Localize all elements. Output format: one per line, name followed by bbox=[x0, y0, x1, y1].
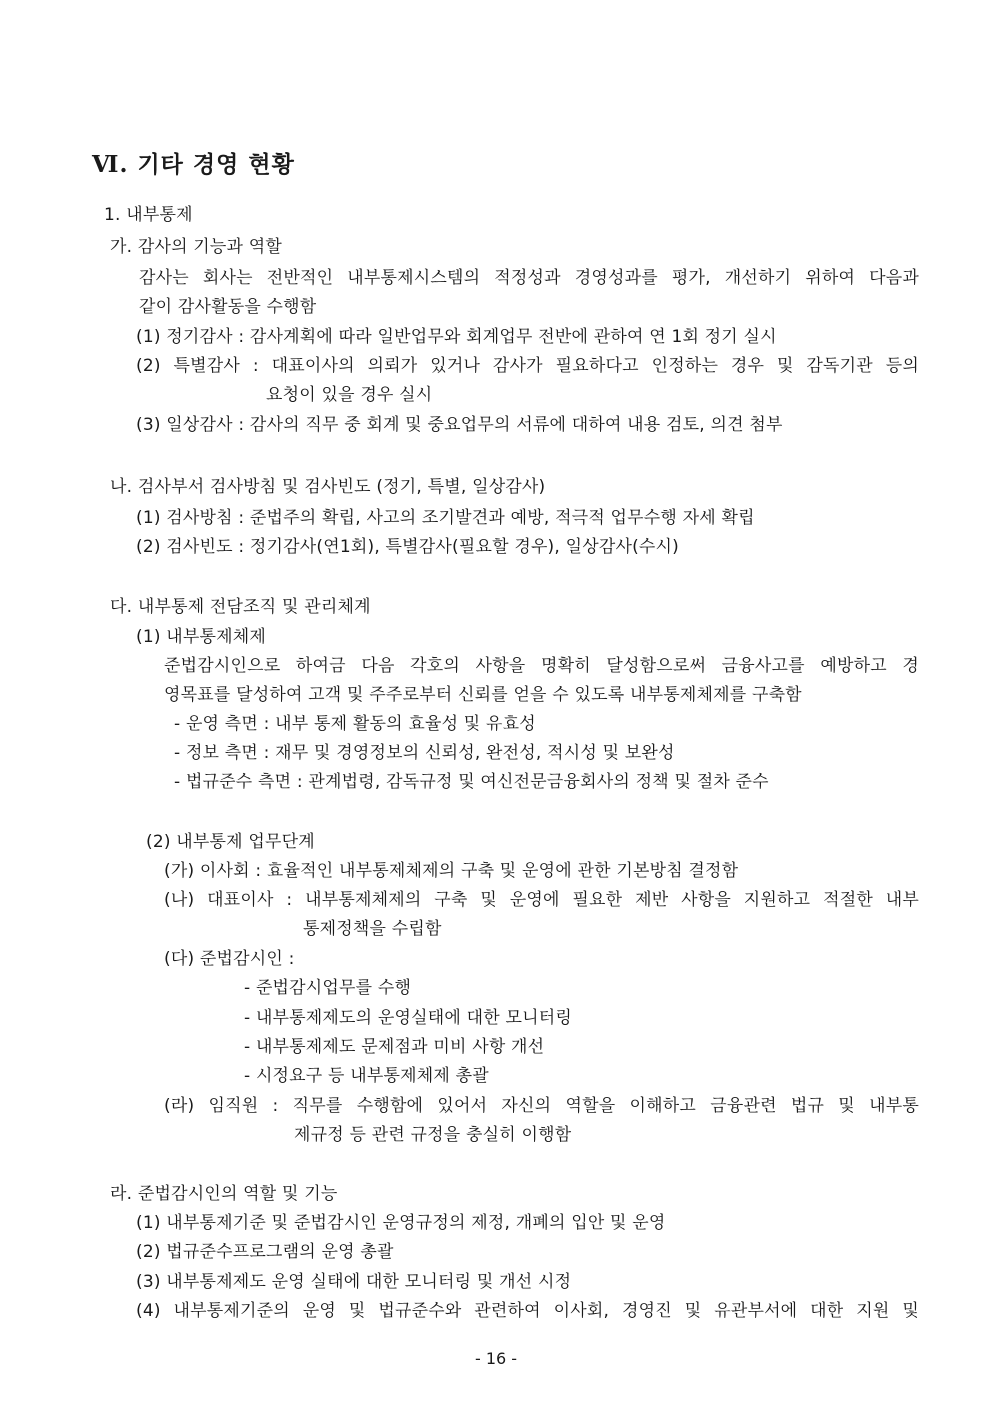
bullet-item: - 시정요구 등 내부통제체제 총괄 bbox=[244, 1066, 489, 1086]
bullet-item: - 내부통제제도 문제점과 미비 사항 개선 bbox=[244, 1037, 545, 1057]
sub-item: (라) 임직원 : 직무를 수행함에 있어서 자신의 역할을 이해하고 금융관련 법규 및 내부통 bbox=[164, 1096, 919, 1116]
sub-item: (가) 이사회 : 효율적인 내부통제체제의 구축 및 운영에 관한 기본방침 결정함 bbox=[164, 861, 739, 881]
list-item: (1) 검사방침 : 준법주의 확립, 사고의 조기발견과 예방, 적극적 업무수행 자세 확립 bbox=[136, 508, 755, 528]
section-title: Ⅵ. 기타 경영 현황 bbox=[92, 151, 295, 178]
list-item-continuation: 요청이 있을 경우 실시 bbox=[266, 385, 433, 405]
bullet-item: - 내부통제제도의 운영실태에 대한 모니터링 bbox=[244, 1008, 572, 1028]
sub-item: (나) 대표이사 : 내부통제체제의 구축 및 운영에 필요한 제반 사항을 지원하고 적절한 내부 bbox=[164, 890, 919, 910]
heading-1: 1. 내부통제 bbox=[104, 205, 193, 225]
subheading-da: 다. 내부통제 전담조직 및 관리체계 bbox=[110, 597, 371, 617]
paragraph-line: 준법감시인으로 하여금 다음 각호의 사항을 명확히 달성함으로써 금융사고를 예방하고 경 bbox=[164, 656, 919, 676]
list-item: (1) 내부통제체제 bbox=[136, 627, 267, 647]
subheading-na: 나. 검사부서 검사방침 및 검사빈도 (정기, 특별, 일상감사) bbox=[110, 477, 546, 497]
list-item: (3) 내부통제제도 운영 실태에 대한 모니터링 및 개선 시정 bbox=[136, 1272, 572, 1292]
list-item: (1) 내부통제기준 및 준법감시인 운영규정의 제정, 개폐의 입안 및 운영 bbox=[136, 1213, 666, 1233]
list-item: (3) 일상감사 : 감사의 직무 중 회계 및 중요업무의 서류에 대하여 내용 검토, 의견 첨부 bbox=[136, 415, 783, 435]
subheading-ra: 라. 준법감시인의 역할 및 기능 bbox=[110, 1184, 338, 1204]
paragraph-line: 영목표를 달성하여 고객 및 주주로부터 신뢰를 얻을 수 있도록 내부통제체제를 구축함 bbox=[164, 685, 802, 705]
bullet-item: - 준법감시업무를 수행 bbox=[244, 978, 412, 998]
list-item: (2) 특별감사 : 대표이사의 의뢰가 있거나 감사가 필요하다고 인정하는 경우 및 감독기관 등의 bbox=[136, 356, 919, 376]
page-number: - 16 - bbox=[474, 1349, 518, 1368]
list-item: (4) 내부통제기준의 운영 및 법규준수와 관련하여 이사회, 경영진 및 유관부서에 대한 지원 및 bbox=[136, 1301, 919, 1321]
list-item: (2) 검사빈도 : 정기감사(연1회), 특별감사(필요할 경우), 일상감사(수시) bbox=[136, 537, 679, 557]
sub-item: (다) 준법감시인 : bbox=[164, 949, 295, 969]
bullet-item: - 정보 측면 : 재무 및 경영정보의 신뢰성, 완전성, 적시성 및 보완성 bbox=[174, 743, 675, 763]
list-item: (2) 내부통제 업무단계 bbox=[146, 832, 315, 852]
subheading-ga: 가. 감사의 기능과 역할 bbox=[110, 237, 283, 257]
sub-item-continuation: 통제정책을 수립함 bbox=[303, 919, 442, 939]
list-item: (1) 정기감사 : 감사계획에 따라 일반업무와 회계업무 전반에 관하여 연 1회 정기 실시 bbox=[136, 327, 777, 347]
bullet-item: - 운영 측면 : 내부 통제 활동의 효율성 및 유효성 bbox=[174, 714, 536, 734]
paragraph-line: 감사는 회사는 전반적인 내부통제시스템의 적정성과 경영성과를 평가, 개선하기 위하여 다음과 bbox=[139, 268, 919, 288]
bullet-item: - 법규준수 측면 : 관계법령, 감독규정 및 여신전문금융회사의 정책 및 절차 준수 bbox=[174, 772, 769, 792]
list-item: (2) 법규준수프로그램의 운영 총괄 bbox=[136, 1242, 394, 1262]
sub-item-continuation: 제규정 등 관련 규정을 충실히 이행함 bbox=[294, 1125, 572, 1145]
paragraph-line: 같이 감사활동을 수행함 bbox=[139, 297, 317, 317]
